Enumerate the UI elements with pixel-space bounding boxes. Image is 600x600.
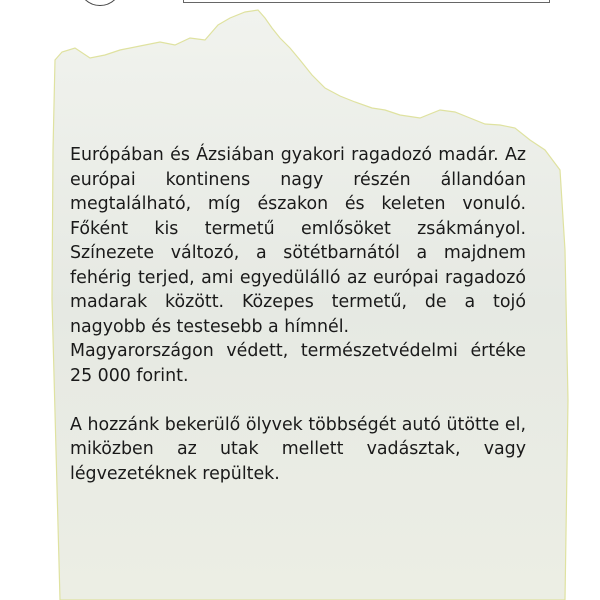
description-text xyxy=(70,143,526,486)
paragraph-protection: Magyarországon védett, természetvédelmi értéke 25 000 forint. xyxy=(70,341,526,386)
paragraph-injuries: A hozzánk bekerülő ölyvek többségét autó ütötte el, miközben az utak mellett vadásztak, vagy légvezetéknek repültek. xyxy=(70,414,526,484)
paragraph-description: Európában és Ázsiában gyakori ragadozó madár. Az európai kontinens nagy részén állandóan megtalálható, míg északon és keleten vonuló. Főként kis termetű emlősöket zsákmányol. Színezete változó, a sötétbarnától a majdnem fehérig terjed, ami egyedülálló az európai ragadozó madarak között. Közepes termetű, de a tojó nagyobb és testesebb a hímnél. xyxy=(70,145,526,337)
